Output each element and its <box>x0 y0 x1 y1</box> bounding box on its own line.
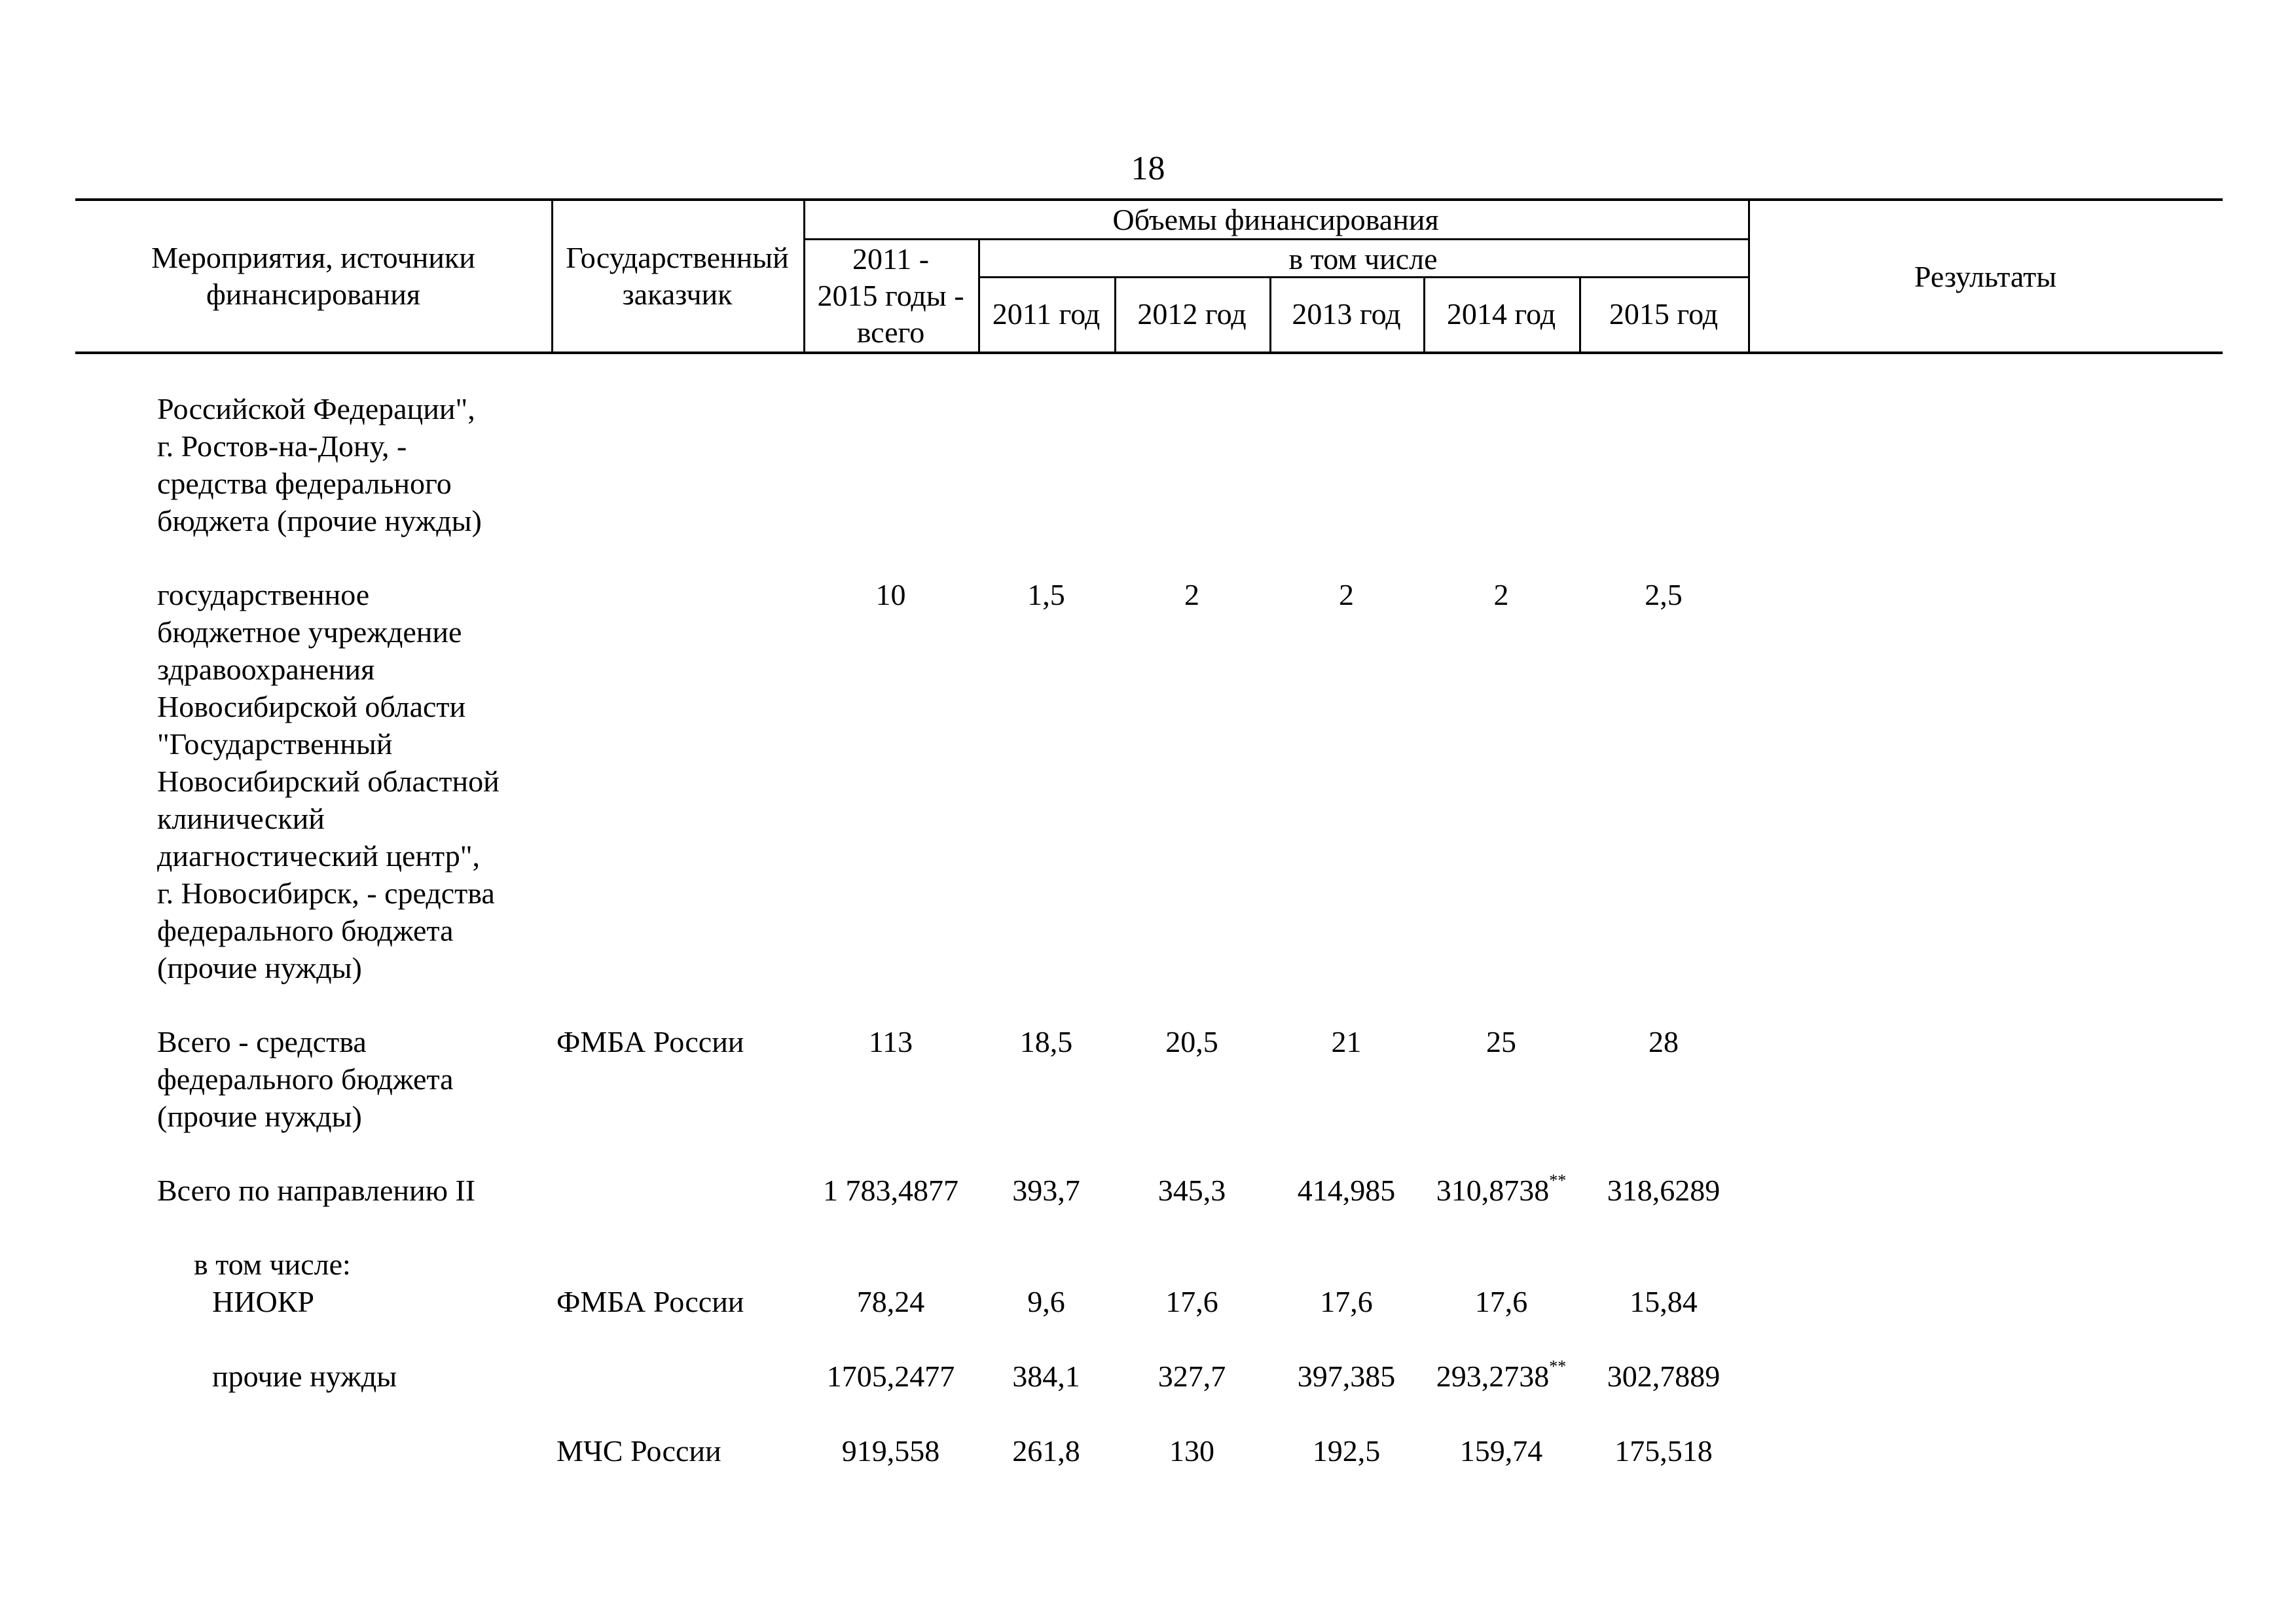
row-1-y2014: 2 <box>1493 578 1509 611</box>
row-7-customer: МЧС России <box>556 1434 721 1468</box>
row-1-total: 10 <box>875 578 906 611</box>
table-header-bottom-rule <box>75 352 2223 354</box>
row-1-y2015: 2,5 <box>1645 578 1683 611</box>
row-7-y2015: 175,518 <box>1614 1434 1713 1468</box>
row-7-total: 919,558 <box>841 1434 940 1468</box>
header-year-2011: 2011 год <box>992 297 1101 331</box>
row-5-y2015: 15,84 <box>1630 1285 1698 1318</box>
table-top-rule <box>75 198 2223 201</box>
row-5-activity: НИОКР <box>212 1285 314 1318</box>
row-6-total: 1705,2477 <box>826 1360 955 1393</box>
header-year-2013: 2013 год <box>1292 297 1401 331</box>
row-6-y2012: 327,7 <box>1157 1360 1226 1393</box>
row-3-y2014-value: 310,8738 <box>1436 1174 1550 1207</box>
row-3-y2014 <box>1423 1172 1579 1209</box>
row-2-total: 113 <box>868 1025 913 1058</box>
header-results: Результаты <box>1914 260 2057 293</box>
header-customer: Государственный заказчик <box>566 241 789 311</box>
row-5-y2013: 17,6 <box>1320 1285 1373 1318</box>
row-5-customer: ФМБА России <box>556 1285 744 1318</box>
header-activity: Мероприятия, источники финансирования <box>151 241 475 311</box>
row-1-activity: государственное бюджетное учреждение здравоохранения Новосибирской области "Государственный Новосибирский областной клинический диагностический центр", г. Новосибирск, - средства федерального бюджета (прочие нужды) <box>157 578 500 984</box>
row-6-y2013: 397,385 <box>1297 1360 1396 1393</box>
row-1-y2011: 1,5 <box>1027 578 1065 611</box>
row-2-customer: ФМБА России <box>556 1025 744 1058</box>
row-6-footnote-mark: ** <box>1549 1356 1567 1376</box>
header-year-2014: 2014 год <box>1446 297 1556 331</box>
row-7-y2012: 130 <box>1169 1434 1214 1468</box>
row-6-activity: прочие нужды <box>212 1360 397 1393</box>
header-year-2015: 2015 год <box>1609 297 1719 331</box>
row-6-y2015: 302,7889 <box>1607 1360 1721 1393</box>
page-number: 18 <box>1131 150 1165 187</box>
row-2-y2011: 18,5 <box>1019 1025 1073 1058</box>
row-2-y2012: 20,5 <box>1165 1025 1218 1058</box>
financing-group-rule <box>803 238 1748 240</box>
row-6-y2014 <box>1423 1358 1579 1395</box>
row-2-y2014: 25 <box>1486 1025 1516 1058</box>
row-2-y2015: 28 <box>1649 1025 1679 1058</box>
row-7-y2013: 192,5 <box>1312 1434 1381 1468</box>
row-4-activity: в том числе: <box>194 1248 351 1281</box>
row-3-y2011: 393,7 <box>1012 1174 1080 1207</box>
header-including-group: в том числе <box>1288 242 1438 276</box>
row-3-activity: Всего по направлению II <box>157 1174 476 1207</box>
row-3-y2013: 414,985 <box>1297 1174 1396 1207</box>
header-year-2012: 2012 год <box>1137 297 1247 331</box>
row-2-activity: Всего - средства федерального бюджета (прочие нужды) <box>157 1025 454 1133</box>
row-3-y2012: 345,3 <box>1157 1174 1226 1207</box>
row-7-y2011: 261,8 <box>1012 1434 1080 1468</box>
row-5-y2011: 9,6 <box>1027 1285 1065 1318</box>
row-7-y2014: 159,74 <box>1459 1434 1543 1468</box>
row-3-footnote-mark: ** <box>1549 1170 1567 1190</box>
header-financing-group: Объемы финансирования <box>1112 203 1439 236</box>
row-5-y2014: 17,6 <box>1474 1285 1528 1318</box>
header-total: 2011 - 2015 годы - всего <box>817 242 964 349</box>
row-2-y2013: 21 <box>1331 1025 1362 1058</box>
row-1-y2012: 2 <box>1184 578 1199 611</box>
row-6-y2011: 384,1 <box>1012 1360 1080 1393</box>
row-1-y2013: 2 <box>1339 578 1354 611</box>
row-6-y2014-value: 293,2738 <box>1436 1360 1550 1393</box>
row-3-total: 1 783,4877 <box>823 1174 958 1207</box>
row-5-y2012: 17,6 <box>1165 1285 1218 1318</box>
row-0-activity: Российской Федерации", г. Ростов-на-Дону, - средства федерального бюджета (прочие нужды) <box>157 392 482 537</box>
row-3-y2015: 318,6289 <box>1607 1174 1721 1207</box>
row-5-total: 78,24 <box>856 1285 925 1318</box>
